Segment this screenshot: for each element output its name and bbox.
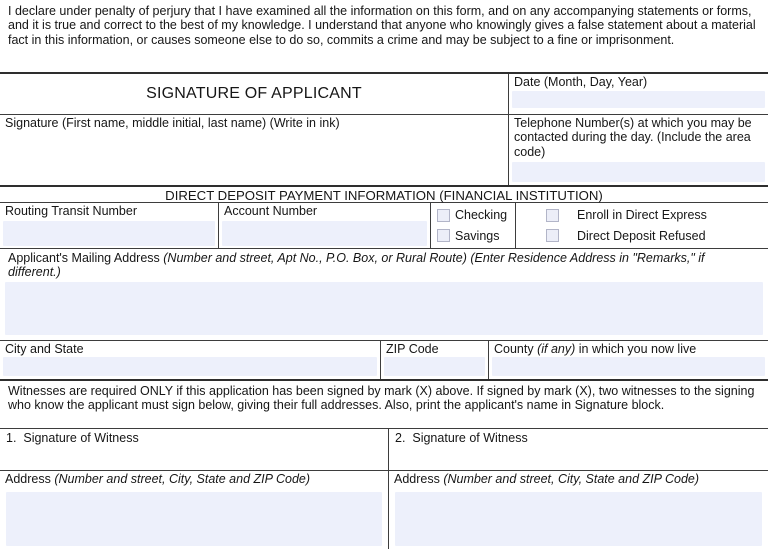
signature-of-applicant-cell xyxy=(0,74,508,114)
direct-deposit-refused-option[interactable] xyxy=(516,229,768,243)
account-cell xyxy=(218,203,430,248)
city-state-input[interactable] xyxy=(3,357,377,376)
city-zip-county-row xyxy=(0,340,768,379)
savings-checkbox[interactable] xyxy=(437,229,450,242)
county-input[interactable] xyxy=(492,357,765,376)
zip-cell xyxy=(380,341,488,379)
city-state-label: City and State xyxy=(5,342,84,356)
enrollment-cell xyxy=(515,203,768,248)
witness2-signature-label: 2. Signature of Witness xyxy=(395,431,528,445)
signature-phone-row xyxy=(0,114,768,185)
county-label-prefix: County xyxy=(494,342,538,356)
date-input[interactable] xyxy=(512,91,765,108)
savings-option[interactable] xyxy=(431,229,515,243)
zip-input[interactable] xyxy=(384,357,485,376)
signature-date-row xyxy=(0,72,768,114)
witness1-signature-label: 1. Signature of Witness xyxy=(6,431,139,445)
telephone-label: Telephone Number(s) at which you may be contacted during the day. (Include the area code) xyxy=(514,116,752,159)
witness-signature-row xyxy=(0,428,768,470)
zip-label: ZIP Code xyxy=(386,342,439,356)
enroll-direct-express-option[interactable] xyxy=(516,208,768,222)
witness2-address-label xyxy=(389,471,768,486)
witness2-address-label-text: Address xyxy=(394,472,444,486)
mailing-address-input[interactable] xyxy=(5,282,763,335)
signature-label: Signature (First name, middle initial, last name) (Write in ink) xyxy=(5,116,340,130)
account-input[interactable] xyxy=(222,221,427,246)
direct-deposit-refused-label: Direct Deposit Refused xyxy=(577,228,706,243)
mailing-address-label-italic: (Number and street, Apt No., P.O. Box, or Rural Route) (Enter Residence Address in "Remarks," if different.) xyxy=(8,251,705,280)
witness2-address-input[interactable] xyxy=(395,492,762,546)
direct-deposit-row xyxy=(0,202,768,248)
signature-cell[interactable] xyxy=(0,115,508,185)
county-label-suffix: in which you now live xyxy=(575,342,697,356)
city-state-cell xyxy=(0,341,380,379)
savings-label: Savings xyxy=(455,228,500,243)
telephone-input[interactable] xyxy=(512,162,765,182)
enroll-direct-express-checkbox[interactable] xyxy=(546,209,559,222)
county-label xyxy=(489,341,768,356)
witness1-address-cell xyxy=(0,471,388,549)
witness1-signature-cell[interactable] xyxy=(0,429,388,470)
direct-deposit-header: DIRECT DEPOSIT PAYMENT INFORMATION (FINANCIAL INSTITUTION) xyxy=(0,185,768,202)
telephone-cell xyxy=(508,115,768,185)
routing-cell xyxy=(0,203,218,248)
witness1-address-label-text: Address xyxy=(5,472,55,486)
witness-instructions: Witnesses are required ONLY if this application has been signed by mark (X) above. If signed by mark (X), two witnesses to the signing who know the applicant must sign below, giving their full addresses. Also, print the applicant's name in Signature block. xyxy=(0,379,768,428)
direct-deposit-refused-checkbox[interactable] xyxy=(546,229,559,242)
signature-of-applicant-title: SIGNATURE OF APPLICANT xyxy=(146,85,362,102)
mailing-address-label xyxy=(0,249,768,280)
date-cell xyxy=(508,74,768,114)
checking-label: Checking xyxy=(455,208,508,223)
date-label: Date (Month, Day, Year) xyxy=(514,75,648,89)
witness1-address-label-italic: (Number and street, City, State and ZIP Code) xyxy=(54,472,311,486)
routing-label: Routing Transit Number xyxy=(5,204,138,218)
county-cell xyxy=(488,341,768,379)
witness2-address-label-italic: (Number and street, City, State and ZIP Code) xyxy=(443,472,700,486)
witness2-signature-cell[interactable] xyxy=(388,429,768,470)
witness1-address-label xyxy=(0,471,388,486)
mailing-address-row xyxy=(0,248,768,340)
perjury-declaration: I declare under penalty of perjury that I have examined all the information on this form, and on any accompanying statements or forms, and it is true and correct to the best of my knowledge. I understand that anyone who knowingly gives a false statement about a material fact in this information, or causes someone else to do so, commits a crime and may be subject to a fine or imprisonment. xyxy=(8,4,756,47)
mailing-address-label-text: Applicant's Mailing Address xyxy=(8,251,164,265)
county-label-italic: (if any) xyxy=(537,342,576,356)
witness-address-row xyxy=(0,470,768,549)
enroll-direct-express-label: Enroll in Direct Express xyxy=(577,208,707,223)
checking-option[interactable] xyxy=(431,208,515,222)
account-label: Account Number xyxy=(224,204,318,218)
routing-input[interactable] xyxy=(3,221,215,246)
witness1-address-input[interactable] xyxy=(6,492,382,546)
witness2-address-cell xyxy=(388,471,768,549)
account-type-cell xyxy=(430,203,515,248)
checking-checkbox[interactable] xyxy=(437,209,450,222)
